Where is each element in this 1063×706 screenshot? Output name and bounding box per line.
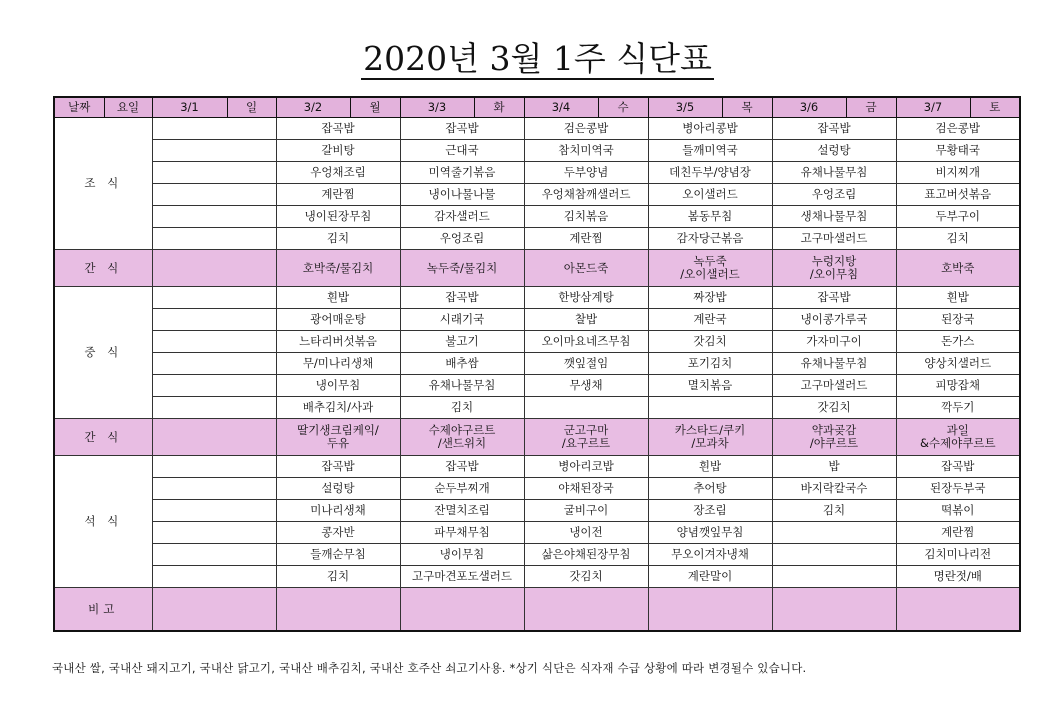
meal-category: 조 식 (54, 118, 152, 250)
menu-cell: 카스타드/쿠키 /모과차 (648, 419, 772, 456)
title-text: 2020년 3월 1주 식단표 (363, 39, 712, 78)
menu-row (54, 331, 1020, 353)
menu-cell: 짜장밥 (648, 287, 772, 309)
menu-cell: 참치미역국 (524, 140, 648, 162)
day-date: 3/3 (400, 97, 474, 118)
day-dow: 일 (227, 97, 276, 118)
menu-cell: 김치 (896, 228, 1020, 250)
menu-cell: 피망잡채 (896, 375, 1020, 397)
menu-cell: 양상치샐러드 (896, 353, 1020, 375)
menu-cell: 잡곡밥 (400, 456, 524, 478)
menu-row (54, 250, 1020, 287)
menu-cell: 찰밥 (524, 309, 648, 331)
menu-body (54, 97, 1020, 631)
menu-cell: 계란말이 (648, 566, 772, 588)
menu-row (54, 397, 1020, 419)
menu-row (54, 588, 1020, 632)
menu-cell: 미역줄기볶음 (400, 162, 524, 184)
menu-cell: 잡곡밥 (400, 118, 524, 140)
menu-cell: 오이마요네즈무침 (524, 331, 648, 353)
menu-cell: 갓김치 (772, 397, 896, 419)
menu-cell: 한방삼계탕 (524, 287, 648, 309)
menu-cell: 약과곶감 /야쿠르트 (772, 419, 896, 456)
menu-cell: 김치 (772, 500, 896, 522)
menu-cell: 유채나물무침 (772, 162, 896, 184)
menu-cell: 무/미나리생채 (276, 353, 400, 375)
menu-cell: 두부양념 (524, 162, 648, 184)
menu-cell (772, 544, 896, 566)
menu-cell (152, 331, 276, 353)
menu-cell: 계란찜 (524, 228, 648, 250)
menu-cell (152, 162, 276, 184)
menu-cell: 흰밥 (896, 287, 1020, 309)
menu-cell (524, 588, 648, 632)
day-dow: 금 (846, 97, 896, 118)
menu-cell: 무생채 (524, 375, 648, 397)
menu-cell: 고구마샐러드 (772, 375, 896, 397)
menu-cell: 잡곡밥 (896, 456, 1020, 478)
menu-cell: 야채된장국 (524, 478, 648, 500)
menu-cell: 계란국 (648, 309, 772, 331)
day-dow: 목 (722, 97, 772, 118)
menu-cell: 아몬드죽 (524, 250, 648, 287)
menu-cell: 삶은야채된장무침 (524, 544, 648, 566)
menu-cell: 배추쌈 (400, 353, 524, 375)
footer-note: 국내산 쌀, 국내산 돼지고기, 국내산 닭고기, 국내산 배추김치, 국내산 호주산 쇠고기사용. *상기 식단은 식자재 수급 상황에 따라 변경될수 있습니다. (52, 661, 807, 675)
menu-cell: 포기김치 (648, 353, 772, 375)
menu-cell: 무오이겨자냉채 (648, 544, 772, 566)
menu-cell: 호박죽/물김치 (276, 250, 400, 287)
menu-cell: 장조림 (648, 500, 772, 522)
menu-cell: 불고기 (400, 331, 524, 353)
day-dow: 수 (598, 97, 648, 118)
menu-cell: 콩자반 (276, 522, 400, 544)
menu-cell: 호박죽 (896, 250, 1020, 287)
menu-cell (152, 397, 276, 419)
menu-cell: 감자샐러드 (400, 206, 524, 228)
menu-cell: 냉이무침 (400, 544, 524, 566)
menu-cell: 냉이전 (524, 522, 648, 544)
menu-cell: 유채나물무침 (772, 353, 896, 375)
menu-row (54, 309, 1020, 331)
menu-cell: 딸기생크림케익/ 두유 (276, 419, 400, 456)
menu-cell: 바지락칼국수 (772, 478, 896, 500)
dow-label: 요일 (104, 97, 152, 118)
menu-cell: 데친두부/양념장 (648, 162, 772, 184)
menu-cell (400, 588, 524, 632)
day-dow: 토 (970, 97, 1020, 118)
menu-cell: 계란찜 (896, 522, 1020, 544)
menu-cell (772, 588, 896, 632)
menu-cell: 갓김치 (524, 566, 648, 588)
menu-row (54, 118, 1020, 140)
menu-cell: 오이샐러드 (648, 184, 772, 206)
menu-cell (152, 118, 276, 140)
menu-cell: 녹두죽/물김치 (400, 250, 524, 287)
menu-cell: 추어탕 (648, 478, 772, 500)
menu-cell: 갓김치 (648, 331, 772, 353)
menu-cell (152, 588, 276, 632)
menu-cell: 파무채무침 (400, 522, 524, 544)
menu-cell: 시래기국 (400, 309, 524, 331)
menu-cell: 설렁탕 (276, 478, 400, 500)
meal-category: 간 식 (54, 250, 152, 287)
menu-cell (772, 566, 896, 588)
menu-cell: 고구마샐러드 (772, 228, 896, 250)
menu-cell (152, 566, 276, 588)
menu-cell: 떡볶이 (896, 500, 1020, 522)
day-date: 3/5 (648, 97, 722, 118)
menu-cell: 잡곡밥 (276, 456, 400, 478)
header-row (54, 97, 1020, 118)
menu-cell: 무황태국 (896, 140, 1020, 162)
menu-cell: 잡곡밥 (276, 118, 400, 140)
day-dow: 월 (350, 97, 400, 118)
menu-cell (152, 500, 276, 522)
menu-cell: 녹두죽 /오이샐러드 (648, 250, 772, 287)
menu-cell: 우엉조림 (400, 228, 524, 250)
menu-row (54, 522, 1020, 544)
menu-cell: 양념깻잎무침 (648, 522, 772, 544)
menu-cell: 김치미나리전 (896, 544, 1020, 566)
menu-cell (152, 419, 276, 456)
menu-cell (152, 478, 276, 500)
menu-row (54, 566, 1020, 588)
menu-cell: 냉이무침 (276, 375, 400, 397)
menu-cell (152, 456, 276, 478)
menu-cell: 배추김치/사과 (276, 397, 400, 419)
menu-row (54, 140, 1020, 162)
day-date: 3/2 (276, 97, 350, 118)
menu-cell: 병아리코밥 (524, 456, 648, 478)
menu-cell: 고구마견포도샐러드 (400, 566, 524, 588)
menu-cell (152, 140, 276, 162)
menu-cell: 군고구마 /요구르트 (524, 419, 648, 456)
menu-cell: 검은콩밥 (896, 118, 1020, 140)
menu-cell: 광어매운탕 (276, 309, 400, 331)
menu-cell: 냉이나물나물 (400, 184, 524, 206)
menu-cell (152, 228, 276, 250)
menu-cell (152, 250, 276, 287)
menu-cell: 돈가스 (896, 331, 1020, 353)
menu-cell (152, 375, 276, 397)
day-dow: 화 (474, 97, 524, 118)
menu-row (54, 206, 1020, 228)
menu-cell: 냉이콩가루국 (772, 309, 896, 331)
menu-cell: 순두부찌개 (400, 478, 524, 500)
menu-cell: 유채나물무침 (400, 375, 524, 397)
menu-cell: 갈비탕 (276, 140, 400, 162)
menu-cell (152, 206, 276, 228)
menu-row (54, 162, 1020, 184)
menu-cell: 감자당근볶음 (648, 228, 772, 250)
menu-cell: 된장두부국 (896, 478, 1020, 500)
menu-row (54, 544, 1020, 566)
meal-category: 간 식 (54, 419, 152, 456)
menu-cell: 근대국 (400, 140, 524, 162)
menu-cell: 두부구이 (896, 206, 1020, 228)
menu-cell (152, 522, 276, 544)
menu-row (54, 478, 1020, 500)
day-date: 3/7 (896, 97, 970, 118)
menu-table (53, 96, 1021, 632)
menu-cell: 들깨순무침 (276, 544, 400, 566)
menu-cell: 표고버섯볶음 (896, 184, 1020, 206)
menu-row (54, 419, 1020, 456)
menu-cell (152, 309, 276, 331)
menu-cell: 명란젓/배 (896, 566, 1020, 588)
day-date: 3/6 (772, 97, 846, 118)
menu-cell (772, 522, 896, 544)
menu-cell (524, 397, 648, 419)
meal-category: 석 식 (54, 456, 152, 588)
menu-cell: 김치 (276, 228, 400, 250)
menu-cell (648, 397, 772, 419)
menu-cell: 봄동무침 (648, 206, 772, 228)
menu-cell: 잡곡밥 (772, 287, 896, 309)
menu-cell (152, 287, 276, 309)
menu-cell: 비지찌개 (896, 162, 1020, 184)
menu-cell: 김치볶음 (524, 206, 648, 228)
menu-cell (276, 588, 400, 632)
menu-cell: 굴비구이 (524, 500, 648, 522)
menu-cell: 병아리콩밥 (648, 118, 772, 140)
menu-cell: 멸치볶음 (648, 375, 772, 397)
menu-row (54, 184, 1020, 206)
menu-cell (152, 544, 276, 566)
menu-cell: 깻잎절임 (524, 353, 648, 375)
menu-cell: 미나리생채 (276, 500, 400, 522)
menu-cell: 잡곡밥 (772, 118, 896, 140)
menu-cell: 계란찜 (276, 184, 400, 206)
day-date: 3/4 (524, 97, 598, 118)
menu-cell: 검은콩밥 (524, 118, 648, 140)
date-label: 날짜 (54, 97, 104, 118)
menu-row (54, 228, 1020, 250)
menu-cell: 우엉채참깨샐러드 (524, 184, 648, 206)
meal-category: 비고 (54, 588, 152, 632)
menu-cell: 설렁탕 (772, 140, 896, 162)
menu-cell: 우엉채조림 (276, 162, 400, 184)
menu-cell (152, 184, 276, 206)
menu-cell (152, 353, 276, 375)
menu-cell: 깍두기 (896, 397, 1020, 419)
menu-cell: 흰밥 (648, 456, 772, 478)
menu-row (54, 375, 1020, 397)
menu-cell: 잡곡밥 (400, 287, 524, 309)
menu-cell: 밥 (772, 456, 896, 478)
menu-cell: 수제야구르트 /샌드위치 (400, 419, 524, 456)
menu-cell: 김치 (276, 566, 400, 588)
menu-cell: 흰밥 (276, 287, 400, 309)
menu-row (54, 456, 1020, 478)
menu-cell: 느타리버섯볶음 (276, 331, 400, 353)
menu-cell: 생채나물무침 (772, 206, 896, 228)
meal-category: 중 식 (54, 287, 152, 419)
menu-cell: 들깨미역국 (648, 140, 772, 162)
menu-cell: 잔멸치조림 (400, 500, 524, 522)
page-title (0, 38, 1063, 80)
menu-row (54, 353, 1020, 375)
menu-cell: 누렁지탕 /오이무침 (772, 250, 896, 287)
menu-cell: 과일 &수제야쿠르트 (896, 419, 1020, 456)
menu-row (54, 500, 1020, 522)
menu-cell (648, 588, 772, 632)
day-date: 3/1 (152, 97, 227, 118)
menu-cell: 냉이된장무침 (276, 206, 400, 228)
menu-cell: 된장국 (896, 309, 1020, 331)
menu-row (54, 287, 1020, 309)
menu-cell: 김치 (400, 397, 524, 419)
menu-cell (896, 588, 1020, 632)
menu-cell: 우엉조림 (772, 184, 896, 206)
menu-cell: 가자미구이 (772, 331, 896, 353)
